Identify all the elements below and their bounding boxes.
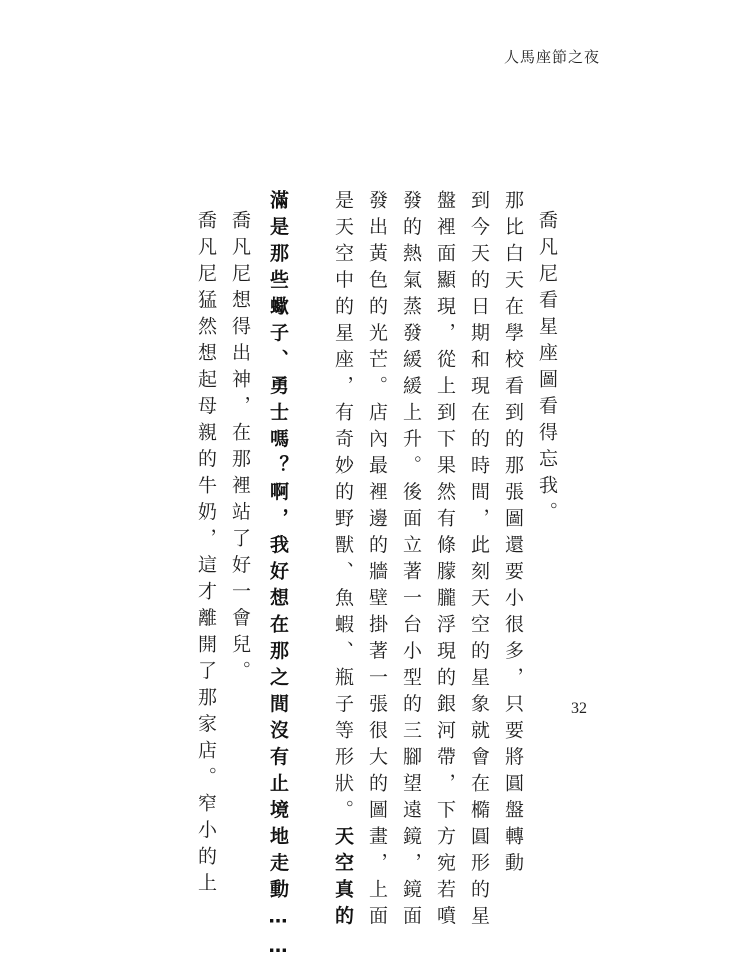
- text-column-6: 發出黃色的光芒。店內最裡邊的牆壁掛著一張很大的圖畫，上面: [366, 190, 388, 932]
- page-number: 32: [571, 700, 587, 717]
- text-column-5: 發的熱氣蒸發緩緩上升。後面立著一台小型的三腳望遠鏡，鏡面: [400, 190, 422, 932]
- text-column-2: 那比白天在學校看到的那張圖還要小很多，只要將圓盤轉動: [502, 190, 524, 879]
- text-column-9: 喬凡尼想得出神，在那裡站了好一會兒。: [229, 210, 251, 687]
- text-column-3: 到今天的日期和現在的時間，此刻天空的星象就會在橢圓形的星: [468, 190, 490, 932]
- column-7-plain-text: 是天空中的星座，有奇妙的野獸、魚蝦、瓶子等形狀。: [332, 190, 354, 826]
- text-column-1: 喬凡尼看星座圖看得忘我。: [536, 210, 558, 528]
- column-7-bold-text: 天空真的: [332, 826, 354, 932]
- text-column-8: 滿是那些蠍子、勇士嗎？啊，我好想在那之間沒有止境地走動……: [267, 190, 289, 965]
- text-column-4: 盤裡面顯現，從上到下果然有條朦朧浮現的銀河帶，下方宛若噴: [434, 190, 456, 932]
- text-column-10: 喬凡尼猛然想起母親的牛奶，這才離開了那家店。窄小的上: [195, 210, 217, 899]
- running-title: 人馬座節之夜: [503, 48, 600, 66]
- text-column-7: [333, 190, 352, 932]
